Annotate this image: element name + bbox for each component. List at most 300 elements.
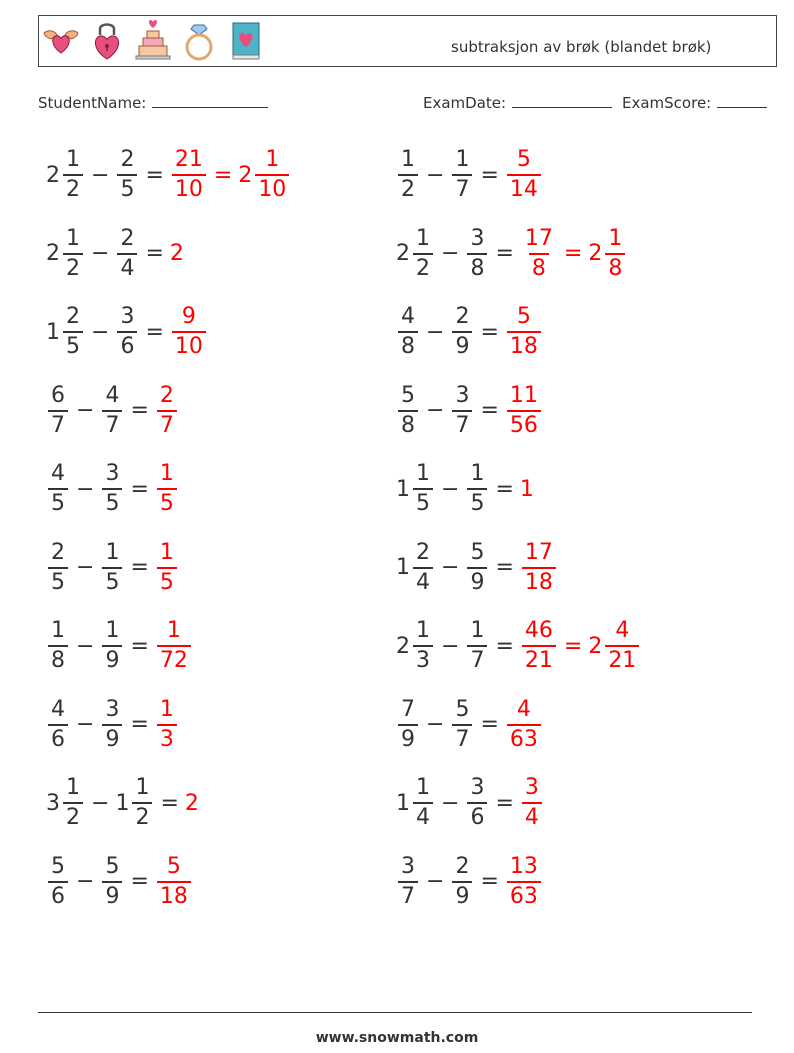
subtrahend-fraction: [132, 775, 152, 831]
minuend-numerator: 1: [51, 618, 65, 643]
subtrahend-denominator: 9: [467, 567, 487, 596]
minuend: [46, 775, 85, 831]
student-name-field: [38, 92, 268, 112]
minuend-fraction: [48, 618, 68, 674]
problem-item: [46, 695, 179, 755]
problem-item: [46, 773, 200, 833]
answer-value-fraction: [522, 775, 542, 831]
minuend-numerator: 2: [416, 539, 430, 565]
answer-value: [170, 241, 185, 266]
equals-sign: =: [145, 319, 164, 345]
answer: [170, 304, 208, 360]
subtrahend-denominator: 9: [102, 645, 122, 674]
answer: [520, 540, 558, 596]
minus-sign: −: [426, 319, 445, 345]
subtrahend-denominator: 7: [102, 410, 122, 439]
answer-value-denominator: 18: [157, 881, 191, 910]
answer-value-numerator: 3: [524, 775, 539, 800]
answer-value-denominator: 56: [507, 410, 541, 439]
minuend: [396, 854, 420, 910]
subtrahend: [100, 618, 124, 674]
subtrahend-fraction: [452, 697, 472, 753]
equals-sign: =: [130, 398, 149, 423]
equals-sign: =: [145, 241, 164, 266]
minuend-denominator: 2: [398, 174, 418, 203]
subtrahend-numerator: 5: [455, 696, 470, 722]
subtrahend-denominator: 9: [452, 881, 472, 910]
minuend-numerator: 1: [66, 775, 80, 800]
minuend-whole: 2: [396, 633, 410, 659]
subtrahend-fraction: [467, 775, 487, 831]
subtrahend-whole: 1: [115, 790, 130, 816]
answer-value-fraction: [507, 383, 541, 439]
minus-sign: −: [441, 241, 460, 266]
subtrahend-fraction: [117, 226, 137, 282]
minuend-fraction: [413, 540, 433, 596]
equals-sign: =: [495, 633, 514, 659]
answer-value: [505, 383, 543, 439]
subtrahend-fraction: [452, 304, 472, 360]
answer-value-numerator: 11: [509, 382, 538, 408]
minuend-numerator: 1: [416, 618, 430, 643]
minuend: [46, 697, 70, 753]
answer-value-denominator: 14: [507, 174, 541, 203]
answer-value-whole: 2: [169, 241, 184, 266]
problem-item: [396, 459, 535, 519]
answer-value-denominator: 10: [172, 331, 206, 360]
answer-equals-sign: =: [563, 241, 583, 266]
answer: [520, 775, 544, 831]
answer-value-numerator: 2: [159, 382, 174, 408]
subtrahend-fraction: [102, 540, 122, 596]
subtrahend-denominator: 9: [102, 881, 122, 910]
student-name-blank: [152, 92, 268, 108]
minuend-fraction: [63, 226, 83, 282]
minuend: [46, 854, 70, 910]
subtrahend-numerator: 2: [120, 147, 135, 172]
problem-item: [46, 459, 179, 519]
minus-sign: −: [441, 476, 460, 502]
answer-value-fraction: [507, 304, 541, 360]
answer: [155, 540, 179, 596]
minus-sign: −: [441, 633, 460, 659]
subtrahend-fraction: [467, 618, 487, 674]
subtrahend: [115, 775, 154, 831]
minuend-fraction: [48, 461, 68, 517]
minuend-fraction: [48, 854, 68, 910]
minuend-fraction: [398, 383, 418, 439]
minuend: [46, 618, 70, 674]
answer: [505, 854, 543, 910]
answer-value-fraction: [522, 540, 556, 596]
minuend-denominator: 8: [398, 410, 418, 439]
answer-value-denominator: 72: [157, 645, 191, 674]
equals-sign: =: [495, 476, 514, 502]
minuend-denominator: 9: [398, 724, 418, 753]
diamond-ring-icon: [179, 19, 219, 63]
exam-score-field: [622, 92, 767, 112]
minuend-denominator: 2: [63, 174, 83, 203]
answer-value-numerator: 5: [516, 147, 531, 172]
answer: [155, 618, 193, 674]
problem-item: [46, 538, 179, 598]
answer-value: [520, 226, 558, 282]
subtrahend: [465, 461, 489, 517]
minuend-fraction: [63, 775, 83, 831]
minuend-denominator: 4: [413, 567, 433, 596]
answer-simplified-numerator: 4: [615, 618, 630, 643]
answer: [155, 383, 179, 439]
answer-value: [185, 791, 200, 816]
equals-sign: =: [495, 555, 514, 580]
subtrahend-fraction: [452, 383, 472, 439]
minuend: [396, 697, 420, 753]
subtrahend-denominator: 8: [467, 253, 487, 282]
minuend-fraction: [413, 618, 433, 674]
minuend: [396, 147, 420, 203]
subtrahend-numerator: 5: [470, 539, 485, 565]
answer-simplified: [588, 618, 641, 674]
worksheet-title: subtraksjon av brøk (blandet brøk): [451, 38, 712, 56]
minuend: [46, 304, 85, 360]
answer-value-numerator: 1: [159, 539, 174, 565]
answer: [505, 697, 543, 753]
answer-simplified-fraction: [255, 147, 289, 203]
subtrahend-numerator: 2: [455, 304, 470, 329]
subtrahend-fraction: [102, 461, 122, 517]
subtrahend-numerator: 1: [470, 461, 485, 486]
minuend-numerator: 4: [51, 461, 65, 486]
subtrahend: [450, 383, 474, 439]
answer-value: [505, 147, 543, 203]
minus-sign: −: [76, 633, 95, 659]
minuend-denominator: 5: [48, 488, 68, 517]
subtrahend: [100, 854, 124, 910]
minuend-fraction: [413, 775, 433, 831]
subtrahend-numerator: 3: [470, 775, 485, 800]
answer: [170, 147, 291, 203]
answer-value-denominator: 5: [157, 488, 177, 517]
subtrahend-denominator: 6: [467, 802, 487, 831]
wedding-cake-icon: [133, 19, 173, 63]
minuend-numerator: 1: [66, 147, 80, 172]
answer: [520, 618, 641, 674]
equals-sign: =: [495, 241, 514, 266]
subtrahend-denominator: 5: [102, 567, 122, 596]
subtrahend: [450, 304, 474, 360]
answer-simplified-numerator: 1: [265, 147, 280, 172]
minuend-numerator: 3: [401, 853, 415, 879]
equals-sign: =: [480, 712, 499, 737]
subtrahend: [465, 226, 489, 282]
minuend-whole: 1: [46, 319, 60, 345]
minus-sign: −: [441, 555, 460, 580]
subtrahend: [450, 147, 474, 203]
problem-item: [396, 302, 543, 362]
problem-item: [46, 145, 291, 205]
answer-value-fraction: [172, 304, 206, 360]
minuend-whole: 1: [396, 555, 410, 580]
answer: [520, 477, 535, 502]
problem-item: [46, 302, 208, 362]
minuend: [396, 618, 435, 674]
equals-sign: =: [480, 162, 499, 188]
minuend: [46, 383, 70, 439]
minuend-denominator: 2: [63, 802, 83, 831]
minuend-numerator: 6: [51, 382, 65, 408]
heart-padlock-icon: [87, 19, 127, 63]
minuend-fraction: [398, 147, 418, 203]
problem-item: [396, 616, 641, 676]
minus-sign: −: [76, 476, 95, 502]
subtrahend-fraction: [467, 226, 487, 282]
problem-item: [46, 852, 193, 912]
subtrahend-fraction: [117, 304, 137, 360]
answer-value-fraction: [157, 540, 177, 596]
minus-sign: −: [76, 712, 95, 737]
answer: [505, 383, 543, 439]
subtrahend-denominator: 5: [117, 174, 137, 203]
subtrahend: [115, 304, 139, 360]
subtrahend-fraction: [117, 147, 137, 203]
minuend-numerator: 4: [401, 304, 415, 329]
answer-value-denominator: 63: [507, 881, 541, 910]
subtrahend-numerator: 3: [105, 461, 120, 486]
equals-sign: =: [480, 398, 499, 423]
minuend-denominator: 6: [48, 881, 68, 910]
subtrahend-numerator: 1: [135, 775, 150, 800]
equals-sign: =: [130, 476, 149, 502]
minuend-fraction: [413, 461, 433, 517]
answer-simplified: [238, 147, 291, 203]
subtrahend: [100, 461, 124, 517]
minuend-fraction: [48, 697, 68, 753]
answer-value: [505, 697, 543, 753]
subtrahend-fraction: [452, 147, 472, 203]
minuend-numerator: 7: [401, 696, 415, 722]
minus-sign: −: [426, 398, 445, 423]
minus-sign: −: [76, 398, 95, 423]
subtrahend-numerator: 4: [105, 382, 120, 408]
minuend-numerator: 5: [51, 853, 65, 879]
minus-sign: −: [91, 162, 110, 188]
minuend: [396, 383, 420, 439]
answer-value-fraction: [157, 697, 177, 753]
equals-sign: =: [160, 790, 179, 816]
minuend-numerator: 1: [416, 775, 430, 800]
subtrahend: [465, 618, 489, 674]
subtrahend-numerator: 3: [105, 696, 120, 722]
minuend-whole: 1: [396, 790, 410, 816]
answer-simplified-whole: 2: [588, 241, 603, 266]
answer-simplified: [588, 226, 627, 282]
subtrahend: [100, 697, 124, 753]
answer-value: [155, 461, 179, 517]
answer-value-numerator: 21: [174, 147, 203, 172]
subtrahend-numerator: 1: [470, 618, 485, 643]
answer-value-denominator: 18: [522, 567, 556, 596]
answer-value-denominator: 63: [507, 724, 541, 753]
equals-sign: =: [145, 162, 164, 188]
subtrahend: [100, 383, 124, 439]
problem-item: [396, 852, 543, 912]
minus-sign: −: [426, 162, 445, 188]
answer-value: [170, 304, 208, 360]
answer-value-fraction: [522, 618, 556, 674]
answer-value-numerator: 13: [509, 853, 538, 879]
problem-item: [396, 381, 543, 441]
answer-value-numerator: 17: [524, 225, 553, 251]
minuend: [46, 147, 85, 203]
minuend-fraction: [398, 697, 418, 753]
minuend-fraction: [413, 226, 433, 282]
subtrahend-denominator: 5: [102, 488, 122, 517]
minuend: [46, 540, 70, 596]
problem-item: [396, 224, 627, 284]
minus-sign: −: [91, 790, 110, 816]
subtrahend: [450, 854, 474, 910]
subtrahend-numerator: 1: [455, 147, 470, 172]
minuend-denominator: 7: [398, 881, 418, 910]
problem-item: [396, 538, 558, 598]
answer-equals-sign: =: [563, 633, 583, 659]
answer-value-numerator: 17: [524, 539, 553, 565]
winged-heart-icon: [41, 19, 81, 63]
minus-sign: −: [76, 869, 95, 894]
answer-simplified-fraction: [605, 226, 625, 282]
subtrahend-denominator: 9: [102, 724, 122, 753]
subtrahend-numerator: 2: [120, 225, 135, 251]
answer-equals-sign: =: [213, 162, 233, 188]
minuend-denominator: 8: [48, 645, 68, 674]
minuend-denominator: 3: [413, 645, 433, 674]
answer-value: [520, 775, 544, 831]
subtrahend-denominator: 2: [132, 802, 152, 831]
answer-value: [520, 618, 558, 674]
exam-date-field: [423, 92, 612, 112]
subtrahend-denominator: 9: [452, 331, 472, 360]
answer-value-numerator: 5: [166, 853, 181, 879]
answer-value-whole: 2: [184, 790, 199, 816]
answer-value-denominator: 7: [157, 410, 177, 439]
subtrahend-denominator: 5: [467, 488, 487, 517]
answer-value-numerator: 9: [181, 304, 196, 329]
minus-sign: −: [426, 712, 445, 737]
equals-sign: =: [130, 712, 149, 737]
answer-value-fraction: [522, 226, 556, 282]
minuend: [396, 461, 435, 517]
answer-value-numerator: 5: [516, 304, 531, 329]
subtrahend-numerator: 3: [120, 304, 135, 329]
minuend: [46, 461, 70, 517]
answer-value: [170, 147, 208, 203]
exam-score-blank: [717, 92, 767, 108]
minuend: [396, 775, 435, 831]
minuend-fraction: [63, 147, 83, 203]
minuend-denominator: 4: [413, 802, 433, 831]
subtrahend: [465, 775, 489, 831]
minuend-denominator: 8: [398, 331, 418, 360]
exam-date-label: ExamDate:: [423, 94, 507, 112]
answer-value: [155, 697, 179, 753]
answer: [155, 697, 179, 753]
exam-score-label: ExamScore:: [622, 94, 712, 112]
answer-value: [155, 540, 179, 596]
answer: [505, 304, 543, 360]
subtrahend-fraction: [452, 854, 472, 910]
exam-date-blank: [512, 92, 612, 108]
answer-value-fraction: [507, 697, 541, 753]
answer: [155, 461, 179, 517]
answer-value-denominator: 21: [522, 645, 556, 674]
answer-simplified-numerator: 1: [608, 225, 623, 251]
minus-sign: −: [441, 790, 460, 816]
minuend-numerator: 2: [51, 539, 65, 565]
subtrahend-numerator: 2: [455, 853, 470, 879]
answer-value-numerator: 1: [159, 696, 174, 722]
answer-value: [520, 540, 558, 596]
problem-item: [46, 381, 179, 441]
minuend-numerator: 1: [401, 147, 415, 172]
problem-item: [46, 616, 193, 676]
minuend: [396, 304, 420, 360]
minuend-numerator: 5: [401, 382, 415, 408]
answer: [520, 226, 627, 282]
answer-value: [155, 383, 179, 439]
minus-sign: −: [91, 319, 110, 345]
problem-item: [396, 773, 544, 833]
minuend-whole: 2: [46, 162, 60, 188]
minuend-whole: 2: [46, 241, 60, 266]
subtrahend-fraction: [102, 697, 122, 753]
minuend-whole: 3: [46, 790, 60, 816]
answer-value: [155, 618, 193, 674]
minuend-denominator: 5: [63, 331, 83, 360]
minuend-whole: 2: [396, 241, 410, 266]
answer-value-numerator: 46: [524, 618, 553, 643]
minuend-fraction: [48, 540, 68, 596]
minus-sign: −: [91, 241, 110, 266]
subtrahend-fraction: [102, 618, 122, 674]
subtrahend-numerator: 1: [105, 618, 120, 643]
heart-book-icon: [225, 19, 265, 63]
answer-value: [505, 854, 543, 910]
minus-sign: −: [76, 555, 95, 580]
answer: [505, 147, 543, 203]
answer-value: [505, 304, 543, 360]
answer-value-denominator: 3: [157, 724, 177, 753]
minuend-denominator: 7: [48, 410, 68, 439]
equals-sign: =: [130, 555, 149, 580]
student-name-label: StudentName:: [38, 94, 147, 112]
subtrahend-fraction: [467, 461, 487, 517]
equals-sign: =: [495, 790, 514, 816]
answer-simplified-whole: 2: [238, 162, 253, 188]
subtrahend-denominator: 7: [452, 174, 472, 203]
problem-item: [396, 695, 543, 755]
answer-value-fraction: [507, 854, 541, 910]
subtrahend-fraction: [102, 383, 122, 439]
subtrahend-fraction: [467, 540, 487, 596]
answer-value: [520, 477, 535, 502]
answer-value-fraction: [507, 147, 541, 203]
answer-simplified-whole: 2: [588, 633, 603, 659]
header-box: [38, 15, 777, 67]
subtrahend: [465, 540, 489, 596]
answer-value-fraction: [157, 383, 177, 439]
minuend-numerator: 2: [66, 304, 80, 329]
minuend-fraction: [398, 854, 418, 910]
